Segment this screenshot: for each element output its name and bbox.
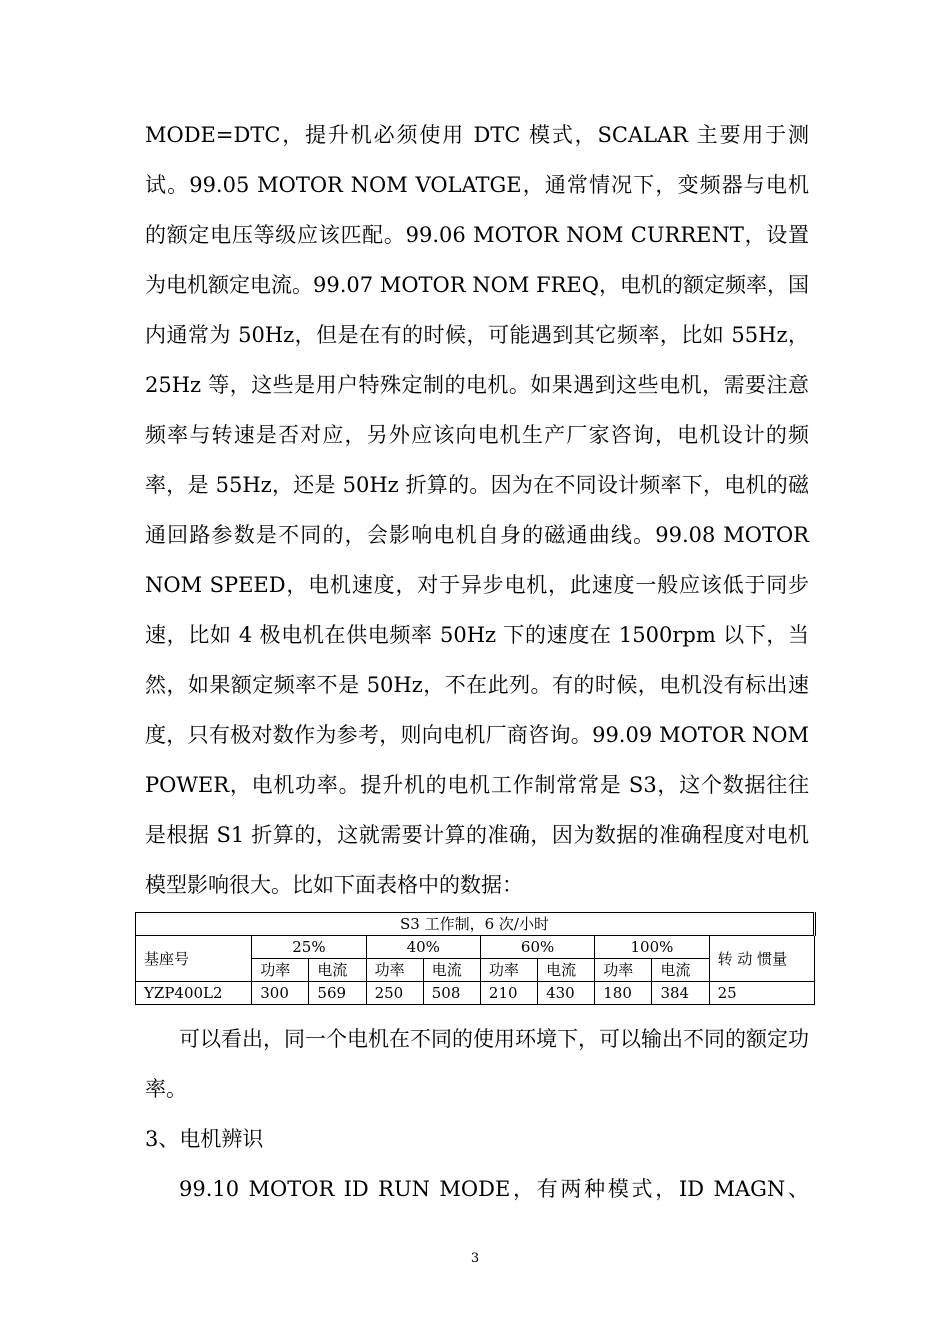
duty-header-100: 100% [595, 936, 709, 959]
current-subheader: 电流 [652, 959, 709, 982]
page-number: 3 [470, 1251, 480, 1266]
current-subheader: 电流 [538, 959, 595, 982]
power-subheader: 功率 [480, 959, 537, 982]
section-heading: 3、电机辨识 [145, 1127, 264, 1151]
duty-header-40: 40% [366, 936, 480, 959]
current-subheader: 电流 [309, 959, 366, 982]
value-cell: 180 [595, 982, 652, 1005]
value-cell: 569 [309, 982, 366, 1005]
table-row [136, 982, 815, 1005]
body-paragraph-motor-parameters: MODE=DTC，提升机必须使用 DTC 模式，SCALAR 主要用于测试。99.05 MOTOR NOM VOLATGE，通常情况下，变频器与电机的额定电压等级应该匹配。99.06 MOTOR NOM CURRENT，设置为电机额定电流。99.07 MOTOR NOM FREQ，电机的额定频率，国内通常为 50Hz，但是在有的时候，可能遇到其它频率，比如 55Hz，25Hz 等，这些是用户特殊定制的电机。如果遇到这些电机，需要注意频率与转速是否对应，另外应该向电机生产厂家咨询，电机设计的频率，是 55Hz，还是 50Hz 折算的。因为在不同设计频率下，电机的磁通回路参数是不同的，会影响电机自身的磁通曲线。99.08 MOTOR NOM SPEED，电机速度，对于异步电机，此速度一般应该低于同步速，比如 4 极电机在供电频率 50Hz 下的速度在 1500rpm 以下，当然，如果额定频率不是 50Hz，不在此列。有的时候，电机没有标出速度，只有极对数作为参考，则向电机厂商咨询。99.09 MOTOR NOM POWER，电机功率。提升机的电机工作制常常是 S3，这个数据往往是根据 S1 折算的，这就需要计算的准确，因为数据的准确程度对电机模型影响很大。比如下面表格中的数据： [145, 123, 809, 897]
power-subheader: 功率 [252, 959, 309, 982]
value-cell: 384 [652, 982, 709, 1005]
value-cell: 430 [538, 982, 595, 1005]
body-paragraph-conclusion: 可以看出，同一个电机在不同的使用环境下，可以输出不同的额定功率。 [145, 1027, 809, 1101]
power-subheader: 功率 [595, 959, 652, 982]
current-subheader: 电流 [423, 959, 480, 982]
table-caption: S3 工作制，6 次/小时 [136, 913, 815, 936]
motor-duty-table [135, 912, 816, 1005]
duty-header-25: 25% [252, 936, 366, 959]
inertia-header: 转 动 惯量 [709, 936, 814, 982]
base-cell: YZP400L2 [136, 982, 252, 1005]
value-cell: 210 [480, 982, 537, 1005]
body-paragraph-id-run: 99.10 MOTOR ID RUN MODE，有两种模式，ID MAGN、 [179, 1177, 809, 1201]
duty-header-60: 60% [480, 936, 594, 959]
base-header: 基座号 [136, 936, 252, 982]
power-subheader: 功率 [366, 959, 423, 982]
value-cell: 508 [423, 982, 480, 1005]
value-cell: 250 [366, 982, 423, 1005]
inertia-cell: 25 [709, 982, 814, 1005]
value-cell: 300 [252, 982, 309, 1005]
